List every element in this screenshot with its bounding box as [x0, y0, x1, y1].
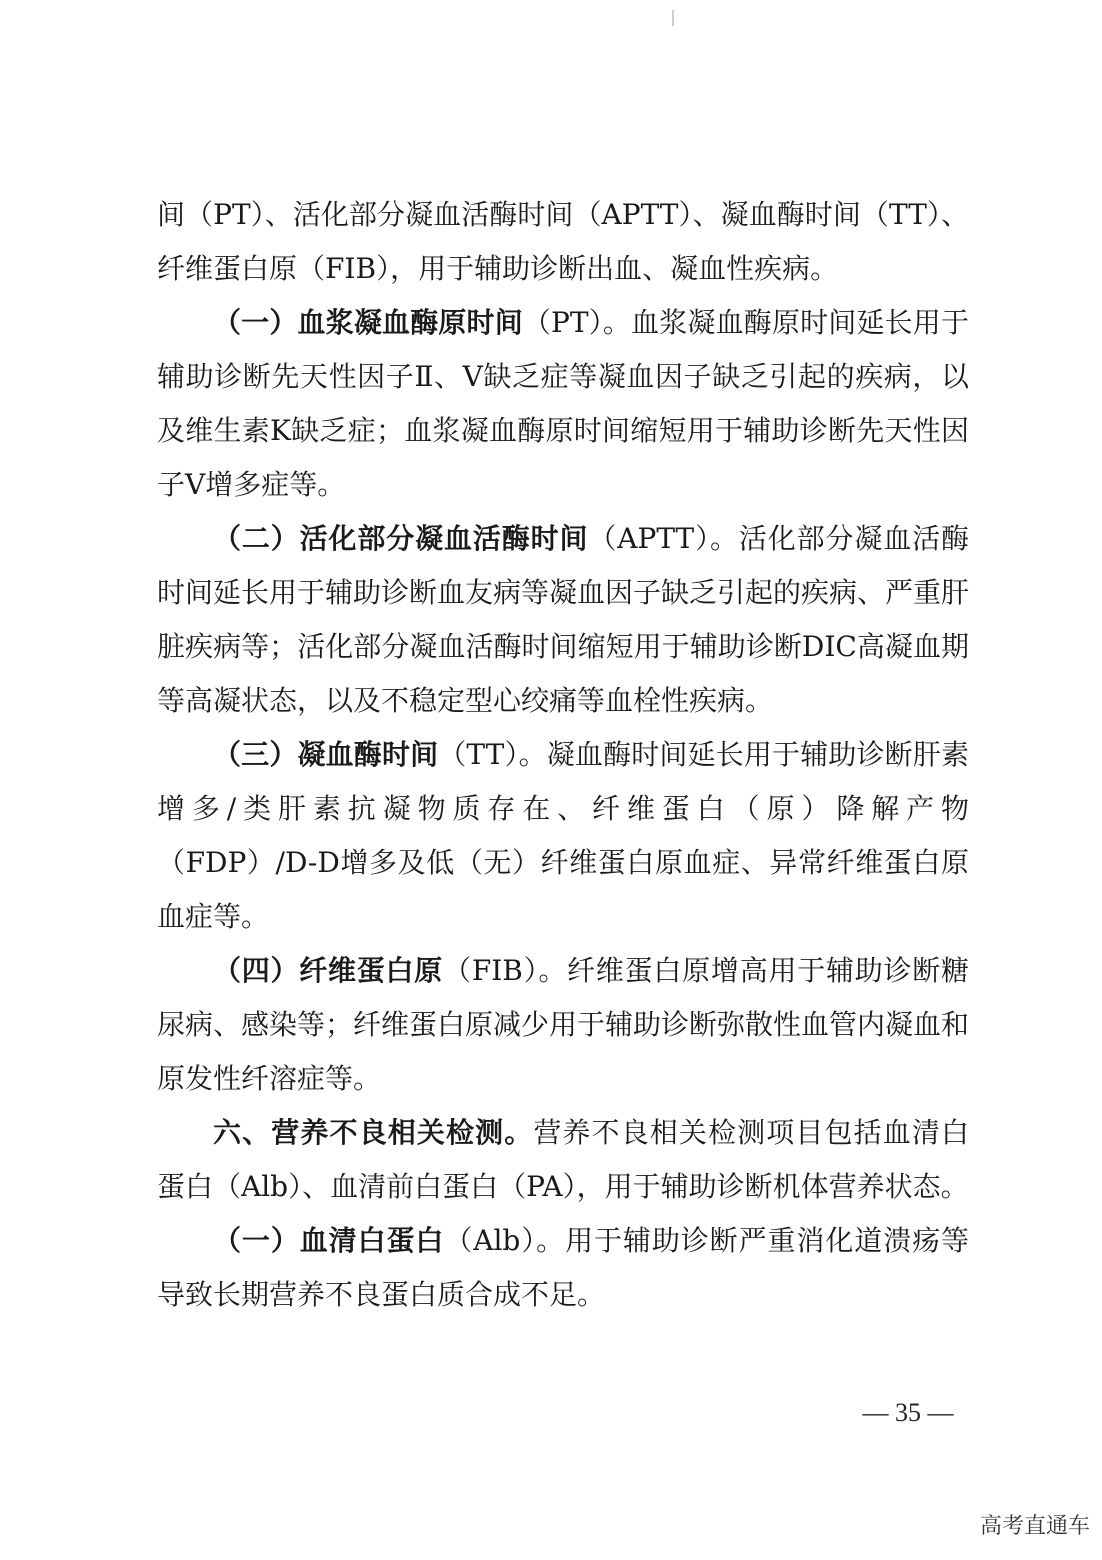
paragraph-body: 间（PT）、活化部分凝血活酶时间（APTT）、凝血酶时间（TT）、纤维蛋白原（FIB），用于辅助诊断出血、凝血性疾病。 [157, 198, 969, 285]
paragraph-heading: （二）活化部分凝血活酶时间 [213, 522, 589, 555]
paragraph-tt [157, 728, 969, 944]
paragraph-fib [157, 944, 969, 1106]
paragraph-intro [157, 188, 969, 296]
paragraph-heading: （一）血清白蛋白 [213, 1224, 445, 1257]
watermark-text: 高考直通车 [979, 1514, 1090, 1539]
paragraph-alb [157, 1214, 969, 1322]
paragraph-aptt [157, 512, 969, 728]
paragraph-heading: （一）血浆凝血酶原时间 [213, 306, 523, 339]
paragraph-pt [157, 296, 969, 512]
paragraph-heading: （三）凝血酶时间 [213, 738, 439, 771]
paragraph-body: （FIB）。纤维蛋白原增高用于辅助诊断糖尿病、感染等；纤维蛋白原减少用于辅助诊断弥散性血管内凝血和原发性纤溶症等。 [157, 954, 970, 1095]
body-text [157, 188, 969, 1322]
paragraph-heading: （四）纤维蛋白原 [213, 954, 444, 987]
paragraph-body: （TT）。凝血酶时间延长用于辅助诊断肝素增多/类肝素抗凝物质存在、纤维蛋白（原）降解产物（FDP）/D-D增多及低（无）纤维蛋白原血症、异常纤维蛋白原血症等。 [157, 738, 969, 933]
paragraph-body: （APTT）。活化部分凝血活酶时间延长用于辅助诊断血友病等凝血因子缺乏引起的疾病、严重肝脏疾病等；活化部分凝血活酶时间缩短用于辅助诊断DIC高凝血期等高凝状态，以及不稳定型心绞痛等血栓性疾病。 [157, 522, 970, 717]
paragraph-body: （Alb）。用于辅助诊断严重消化道溃疡等导致长期营养不良蛋白质合成不足。 [157, 1224, 969, 1311]
scan-mark [672, 10, 674, 26]
section-heading: 六、营养不良相关检测。 [213, 1116, 534, 1149]
page-number: — 35 — [862, 1398, 954, 1427]
paragraph-malnutrition [157, 1106, 969, 1214]
paragraph-body: 营养不良相关检测项目包括血清白蛋白（Alb）、血清前白蛋白（PA），用于辅助诊断机体营养状态。 [157, 1116, 969, 1203]
paragraph-body: （PT）。血浆凝血酶原时间延长用于辅助诊断先天性因子Ⅱ、Ⅴ缺乏症等凝血因子缺乏引起的疾病，以及维生素K缺乏症；血浆凝血酶原时间缩短用于辅助诊断先天性因子Ⅴ增多症等。 [157, 306, 969, 501]
